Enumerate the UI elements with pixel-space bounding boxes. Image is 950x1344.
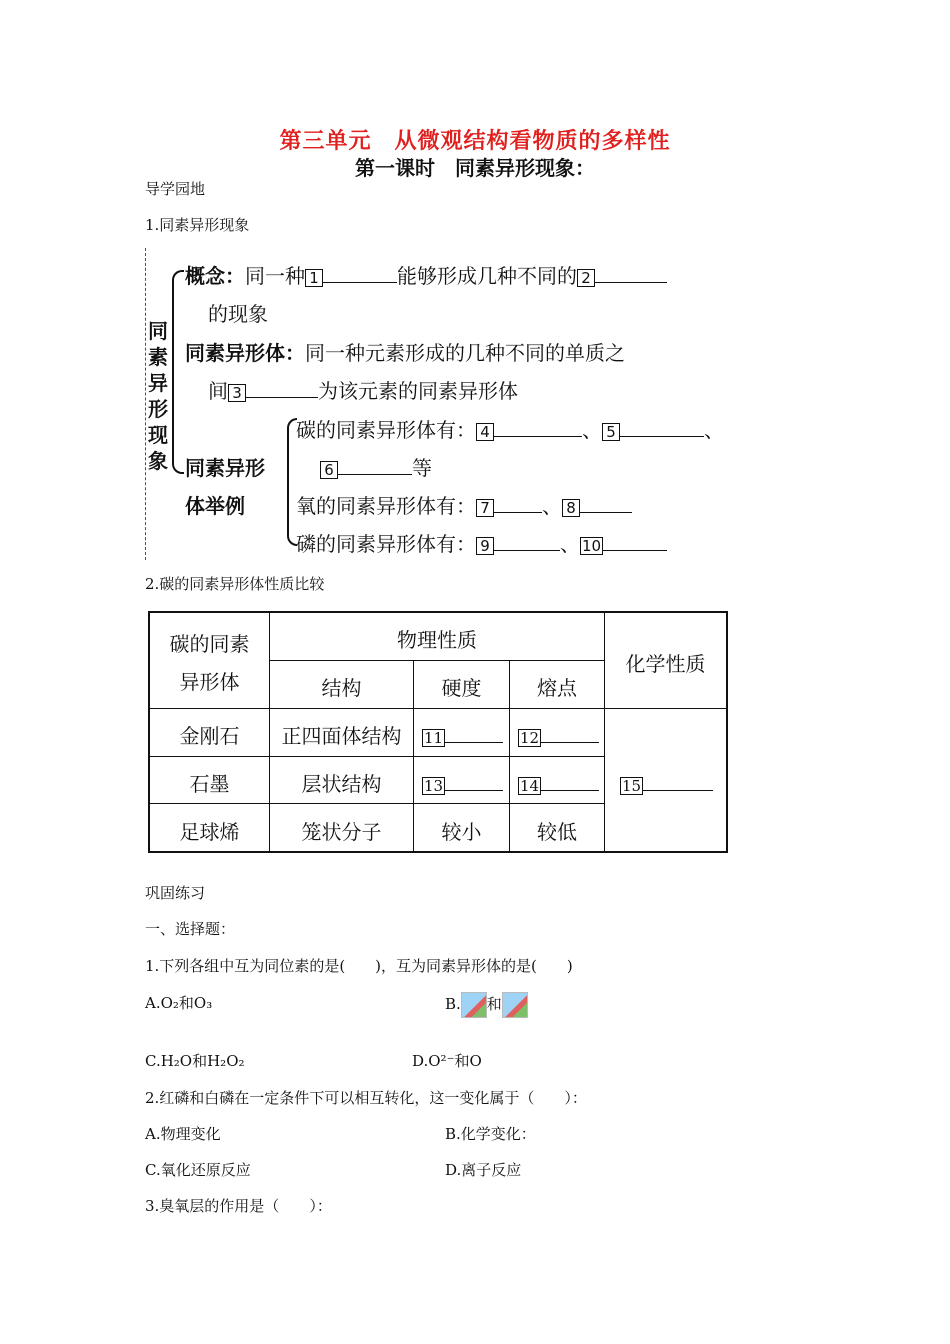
row2-hardness xyxy=(422,770,503,795)
blank-number-8: 8 xyxy=(562,499,580,517)
blank-number-3: 3 xyxy=(228,384,246,402)
blank-number-15: 15 xyxy=(622,777,642,795)
blank-11[interactable] xyxy=(445,722,503,743)
blank-7[interactable] xyxy=(494,492,542,513)
section-2-heading: 2.碳的同素异形体性质比较 xyxy=(145,575,325,593)
header-chemical: 化学性质 xyxy=(625,652,706,676)
question-2: 2.红磷和白磷在一定条件下可以相互转化，这一变化属于（ ）： xyxy=(145,1089,587,1107)
concept-text-a: 同一种 xyxy=(245,264,305,288)
allotrope-text-a: 同一种元素形成的几种不同的单质之 xyxy=(305,341,625,365)
blank-1[interactable] xyxy=(323,262,397,283)
blank-number-12: 12 xyxy=(520,729,540,747)
blank-number-4: 4 xyxy=(476,423,494,441)
row1-name: 金刚石 xyxy=(179,724,240,748)
q2-option-a[interactable]: A.物理变化 xyxy=(145,1125,221,1143)
blank-number-14: 14 xyxy=(520,777,540,795)
image-placeholder-icon xyxy=(502,992,528,1018)
blank-number-5: 5 xyxy=(602,423,620,441)
header-allotrope-1: 碳的同素 xyxy=(169,632,250,656)
separator: 、 xyxy=(560,532,580,556)
row1-hardness xyxy=(422,722,503,747)
section-1-heading: 1.同素异形现象 xyxy=(145,216,250,234)
blank-8[interactable] xyxy=(580,492,632,513)
oxygen-label: 氧的同素异形体有： xyxy=(296,494,476,518)
header-physical: 物理性质 xyxy=(397,628,477,652)
blank-12[interactable] xyxy=(541,722,599,743)
row2-melting xyxy=(518,770,599,795)
section-practice: 巩固练习 xyxy=(145,884,206,902)
q1-option-c[interactable]: C.H₂O和H₂O₂ xyxy=(145,1052,245,1070)
carbon-label: 碳的同素异形体有： xyxy=(296,418,476,442)
page-title: 第三单元 从微观结构看物质的多样性 xyxy=(279,129,671,154)
diagram-dashed-line xyxy=(145,248,146,560)
allotrope-line-2 xyxy=(208,375,518,404)
question-1: 1.下列各组中互为同位素的是( )，互为同素异形体的是( ) xyxy=(145,957,573,975)
blank-6[interactable] xyxy=(338,454,412,475)
row3-hardness: 较小 xyxy=(441,820,482,844)
q2-option-c[interactable]: C.氧化还原反应 xyxy=(145,1161,251,1179)
header-melting: 熔点 xyxy=(537,676,577,700)
header-hardness: 硬度 xyxy=(441,676,482,700)
carbon-line-2 xyxy=(320,452,432,481)
blank-number-11: 11 xyxy=(424,729,444,747)
phosphorus-label: 磷的同素异形体有： xyxy=(296,532,476,556)
row3-structure: 笼状分子 xyxy=(301,820,382,844)
q1-option-d[interactable]: D.O²⁻和O xyxy=(412,1052,482,1070)
blank-number-2: 2 xyxy=(577,269,595,287)
allotrope-text-c: 为该元素的同素异形体 xyxy=(318,379,518,403)
q2-option-d[interactable]: D.离子反应 xyxy=(445,1161,522,1179)
blank-2[interactable] xyxy=(595,262,667,283)
allotrope-line xyxy=(185,337,625,366)
blank-number-9: 9 xyxy=(476,537,494,555)
row3-melting: 较低 xyxy=(537,820,577,844)
blank-4[interactable] xyxy=(494,416,582,437)
separator: 、 xyxy=(582,418,602,442)
phosphorus-line xyxy=(296,528,667,557)
allotrope-text-b: 间 xyxy=(208,379,228,403)
blank-10[interactable] xyxy=(603,530,667,551)
blank-14[interactable] xyxy=(541,770,599,791)
header-allotrope-2: 异形体 xyxy=(179,670,240,694)
section-guide: 导学园地 xyxy=(145,180,206,198)
concept-label: 概念： xyxy=(185,264,245,288)
deng-text: 等 xyxy=(412,456,432,480)
row3-name: 足球烯 xyxy=(179,820,240,844)
separator: 、 xyxy=(704,418,724,442)
q1-option-b-and: 和 xyxy=(486,995,502,1013)
blank-number-13: 13 xyxy=(424,777,444,795)
blank-9[interactable] xyxy=(494,530,560,551)
header-structure: 结构 xyxy=(321,676,362,700)
concept-text-b: 能够形成几种不同的 xyxy=(397,264,577,288)
blank-5[interactable] xyxy=(620,416,704,437)
concept-text-c: 的现象 xyxy=(208,302,268,326)
row2-name: 石墨 xyxy=(189,772,230,796)
carbon-line xyxy=(296,414,724,443)
chemical-property xyxy=(620,770,713,795)
concept-line xyxy=(185,260,667,289)
blank-number-7: 7 xyxy=(476,499,494,517)
blank-number-10: 10 xyxy=(582,537,602,555)
q1-option-a[interactable]: A.O₂和O₃ xyxy=(145,994,213,1012)
allotrope-label: 同素异形体： xyxy=(185,341,305,365)
row2-structure: 层状结构 xyxy=(301,772,382,796)
page-subtitle: 第一课时 同素异形现象： xyxy=(355,156,595,180)
oxygen-line xyxy=(296,490,632,519)
row1-structure: 正四面体结构 xyxy=(281,724,402,748)
q1-option-b-prefix: B. xyxy=(445,995,461,1013)
section-choice: 一、选择题： xyxy=(145,920,236,938)
blank-13[interactable] xyxy=(445,770,503,791)
examples-label-2: 体举例 xyxy=(185,494,245,518)
diagram-root-label: 同素异形现象 xyxy=(148,319,168,473)
blank-15[interactable] xyxy=(643,770,713,791)
q2-option-b[interactable]: B.化学变化： xyxy=(445,1125,536,1143)
examples-label-1: 同素异形 xyxy=(185,456,265,480)
blank-3[interactable] xyxy=(246,377,318,398)
separator: 、 xyxy=(542,494,562,518)
blank-number-6: 6 xyxy=(320,461,338,479)
row1-melting xyxy=(518,722,599,747)
q1-option-b[interactable] xyxy=(445,992,528,1018)
image-placeholder-icon xyxy=(461,992,487,1018)
blank-number-1: 1 xyxy=(305,269,323,287)
question-3: 3.臭氧层的作用是（ ）： xyxy=(145,1197,332,1215)
root-bracket xyxy=(172,270,184,474)
